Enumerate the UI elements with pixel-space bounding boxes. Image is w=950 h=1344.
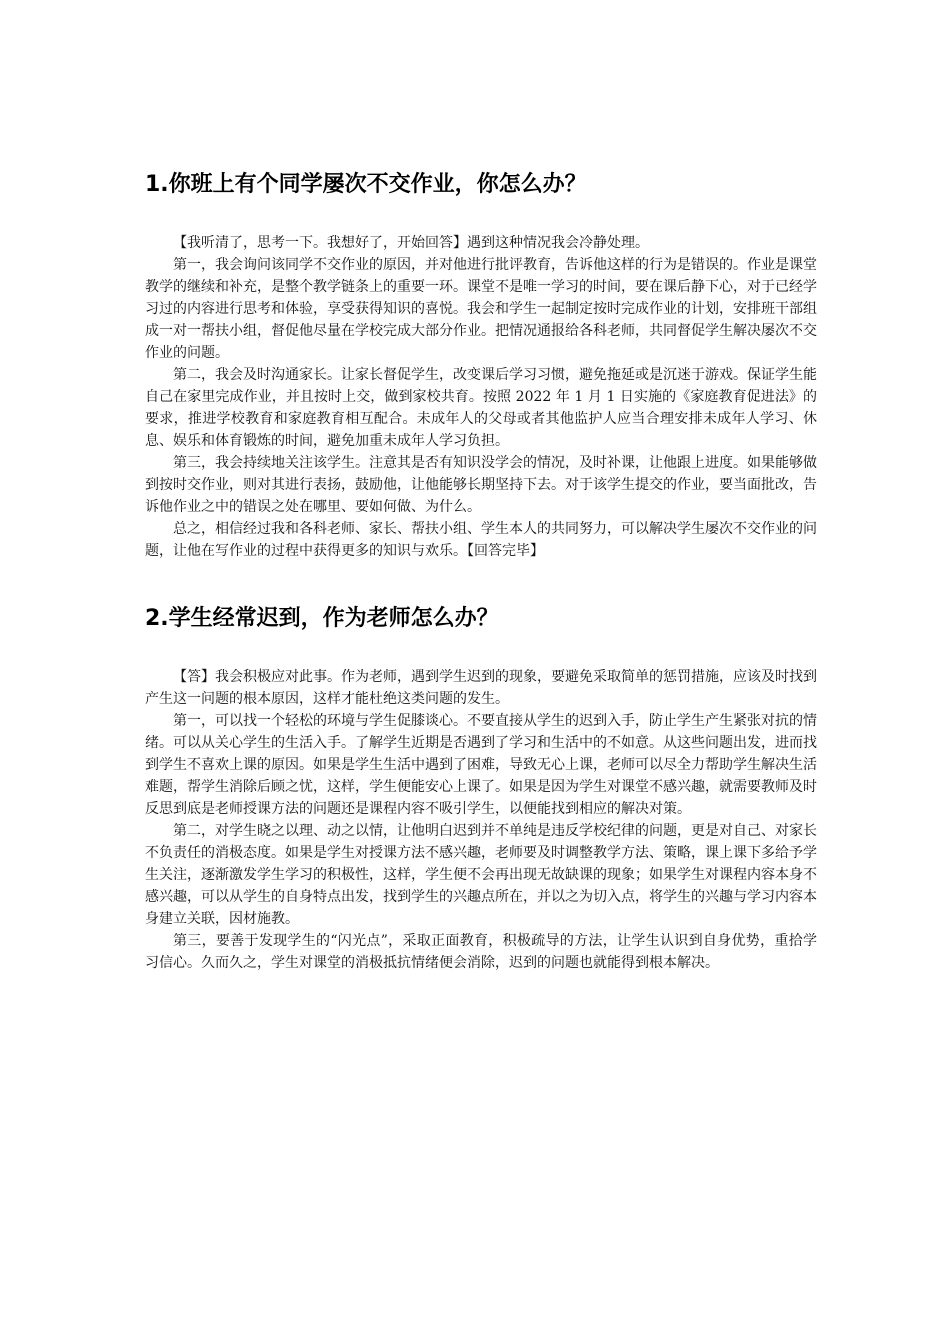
answer-intro-2: 【答】我会积极应对此事。作为老师，遇到学生迟到的现象，要避免采取简单的惩罚措施，应该及时找到产生这一问题的根本原因，这样才能杜绝这类问题的发生。 xyxy=(145,669,817,707)
answer-paragraph: 第一，可以找一个轻松的环境与学生促膝谈心。不要直接从学生的迟到入手，防止学生产生紧张对抗的情绪。可以从关心学生的生活入手。了解学生近期是否遇到了学习和生活中的不如意。从这些问题出发，进而找到学生不喜欢上课的原因。如果是学生生活中遇到了困难，导致无心上课，老师可以尽全力帮助学生解决生活难题，帮学生消除后顾之忧，这样，学生便能安心上课了。如果是因为学生对课堂不感兴趣，就需要教师及时反思到底是老师授课方法的问题还是课程内容不吸引学生，以便能找到相应的解决对策。 xyxy=(145,713,817,817)
answer-paragraph: 第一，我会询问该同学不交作业的原因，并对他进行批评教育，告诉他这样的行为是错误的。作业是课堂教学的继续和补充，是整个教学链条上的重要一环。课堂不是唯一学习的时间，要在课后静下心，对于已经学习过的内容进行思考和体验，享受获得知识的喜悦。我会和学生一起制定按时完成作业的计划，安排班干部组成一对一帮扶小组，督促他尽量在学校完成大部分作业。把情况通报给各科老师，共同督促学生解决屡次不交作业的问题。 xyxy=(145,257,817,361)
question-heading-1: 1.你班上有个同学屡次不交作业，你怎么办？ xyxy=(145,172,587,197)
answer-intro-1: 【我听清了，思考一下。我想好了，开始回答】遇到这种情况我会冷静处理。 xyxy=(173,235,649,251)
answer-paragraph: 第二，我会及时沟通家长。让家长督促学生，改变课后学习习惯，避免拖延或是沉迷于游戏。保证学生能自己在家里完成作业，并且按时上交，做到家校共育。按照 2022 年 1 月 1 日实施的《家庭教育促进法》的要求，推进学校教育和家庭教育相互配合。未成年人的父母或者其他监护人应当合理安排未成年人学习、休息、娱乐和体育锻炼的时间，避免加重未成年人学习负担。 xyxy=(145,367,817,449)
answer-paragraph: 第二，对学生晓之以理、动之以情，让他明白迟到并不单纯是违反学校纪律的问题，更是对自己、对家长不负责任的消极态度。如果是学生对授课方法不感兴趣，老师要及时调整教学方法、策略，课上课下多给予学生关注，逐渐激发学生学习的积极性，这样，学生便不会再出现无故缺课的现象；如果学生对课程内容本身不感兴趣，可以从学生的自身特点出发，找到学生的兴趣点所在，并以之为切入点，将学生的兴趣与学习内容本身建立关联，因材施教。 xyxy=(145,823,817,927)
question-heading-2: 2.学生经常迟到，作为老师怎么办？ xyxy=(145,606,499,631)
answer-conclusion-1: 总之，相信经过我和各科老师、家长、帮扶小组、学生本人的共同努力，可以解决学生屡次不交作业的问题，让他在写作业的过程中获得更多的知识与欢乐。【回答完毕】 xyxy=(145,521,817,559)
answer-paragraph: 第三，要善于发现学生的“闪光点”，采取正面教育，积极疏导的方法，让学生认识到自身优势，重拾学习信心。久而久之，学生对课堂的消极抵抗情绪便会消除，迟到的问题也就能得到根本解决。 xyxy=(145,933,817,971)
answer-paragraph: 第三，我会持续地关注该学生。注意其是否有知识没学会的情况，及时补课，让他跟上进度。如果能够做到按时交作业，则对其进行表扬，鼓励他，让他能够长期坚持下去。对于该学生提交的作业，要当面批改，告诉他作业之中的错误之处在哪里、要如何做、为什么。 xyxy=(145,455,817,515)
question-section-1 xyxy=(145,170,817,562)
question-section-2 xyxy=(145,604,817,974)
